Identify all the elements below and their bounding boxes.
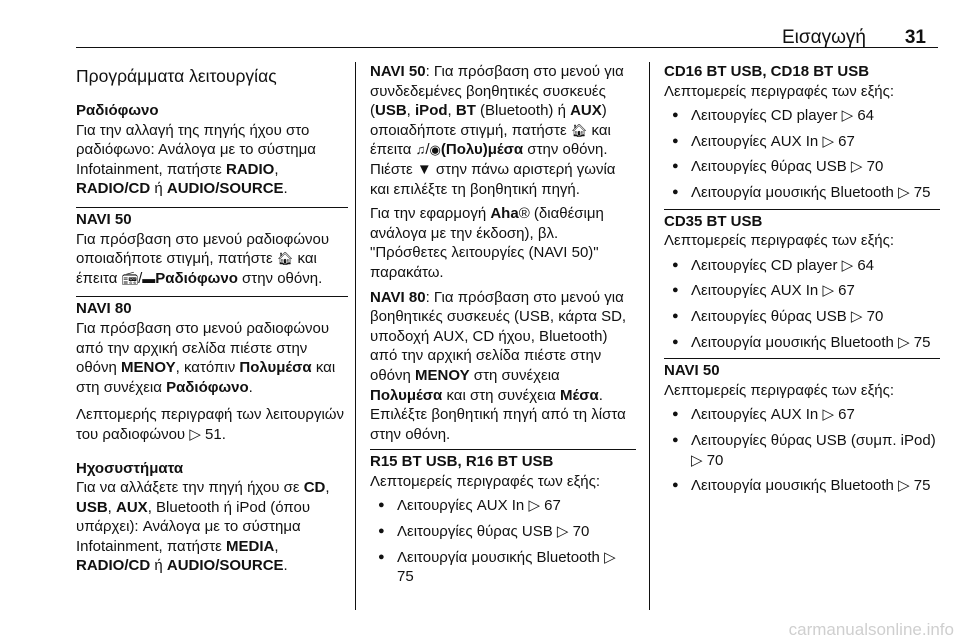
cd35-list: [664, 256, 940, 352]
divider: [664, 209, 940, 210]
page-ref-icon: ▷: [850, 158, 863, 176]
list-item: ● Λειτουργίες CD player ▷ 64: [664, 256, 940, 276]
column-right: [664, 62, 940, 502]
page-ref-icon: ▷: [189, 425, 201, 443]
column-middle: [370, 62, 636, 593]
column-left: [76, 62, 348, 584]
cd16-heading: CD16 BT USB, CD18 BT USB: [664, 63, 870, 80]
r15-intro: Λεπτομερείς περιγραφές των εξής:: [370, 472, 601, 490]
home-icon: 🏠︎: [276, 251, 294, 267]
navi50-list-heading: NAVI 50: [664, 362, 720, 380]
audio-heading: Ηχοσυστήματα: [76, 459, 184, 477]
media-icon: ◉: [429, 142, 441, 158]
page-ref-icon: ▷: [556, 523, 569, 541]
navi80-heading: NAVI 80: [76, 300, 132, 318]
aha-text: Για την εφαρμογή Aha® (διαθέσιμη ανάλογα με την έκδοση), βλ. "Πρόσθετες λειτουργίες (NAVI 50)" παρακάτω.: [370, 205, 604, 281]
page-ref-icon: ▷: [898, 183, 910, 201]
column-divider: [355, 62, 356, 610]
cd35-intro: Λεπτομερείς περιγραφές των εξής:: [664, 232, 895, 250]
divider: [664, 358, 940, 359]
navi80-media-text: NAVI 80: Για πρόσβαση στο μενού για βοηθητικές συσκευές (USB, κάρτα SD, υποδοχή AUX, CD ήχου, Bluetooth) από την αρχική σελίδα πιέστε στην οθόνη ΜΕΝΟΥ στη συνέχεια Πολυμέσα και στη συνέχεια Μέσα. Επιλέξτε βοηθητική πηγή από τη λίστα στην οθόνη.: [370, 288, 627, 443]
list-item: ● Λειτουργίες AUX In ▷ 67: [370, 496, 636, 516]
page-title: Εισαγωγή: [781, 27, 866, 48]
list-item: ● Λειτουργίες AUX In ▷ 67: [664, 281, 940, 301]
r15-list: [370, 496, 636, 586]
divider: [370, 449, 636, 450]
radio-icon: 📻︎: [121, 270, 139, 286]
detail-text: Λεπτομερής περιγραφή των λειτουργιών του ραδιοφώνου ▷ 51.: [76, 406, 345, 443]
navi50-media-text: NAVI 50: Για πρόσβαση στο μενού για συνδεδεμένες βοηθητικές συσκευές (USB, iPod, BT (Bluetooth) ή AUX) οποιαδήποτε στιγμή, πατήστε 🏠︎ και έπειτα ♫/◉(Πολυ)μέσα στην οθόνη. Πιέστε ▼ στην πάνω αριστερή γωνία και επιλέξτε τη βοηθητική πηγή.: [370, 63, 624, 198]
audio-block: [76, 459, 348, 577]
radio-source-icon: ▬: [142, 270, 156, 286]
navi50-list: [664, 405, 940, 495]
music-note-icon: ♫: [415, 142, 426, 158]
page-ref-icon: ▷: [822, 132, 834, 150]
list-item: ● Λειτουργίες θύρας USB ▷ 70: [664, 157, 940, 177]
section-title: Προγράμματα λειτουργίας: [76, 66, 277, 86]
navi50-text: Για πρόσβαση στο μενού ραδιοφώνου οποιαδήποτε στιγμή, πατήστε 🏠︎ και έπειτα 📻︎/▬Ραδιόφωνο στην οθόνη.: [76, 230, 330, 287]
list-item: ● Λειτουργίες AUX In ▷ 67: [664, 405, 940, 425]
list-item: ● Λειτουργία μουσικής Bluetooth ▷ 75: [664, 183, 940, 203]
list-item: ● Λειτουργία μουσικής Bluetooth ▷ 75: [370, 548, 636, 587]
page-ref-icon: ▷: [898, 333, 910, 351]
column-divider: [649, 62, 650, 610]
page-ref-icon: ▷: [691, 451, 703, 469]
page-ref-icon: ▷: [822, 282, 834, 300]
home-icon: 🏠︎: [570, 122, 588, 138]
navi50-heading: NAVI 50: [76, 210, 132, 228]
navi50-block: [76, 210, 348, 288]
page-ref-icon: ▷: [604, 548, 616, 566]
navi50-list-block: [664, 361, 940, 496]
navi80-block: [76, 299, 348, 397]
cd35-block: [664, 212, 940, 353]
page-ref-icon: ▷: [841, 107, 854, 125]
list-item: ● Λειτουργίες CD player ▷ 64: [664, 106, 940, 126]
divider: [76, 296, 348, 297]
cd16-list: [664, 106, 940, 202]
page-ref-icon: ▷: [822, 406, 834, 424]
cd16-block: [664, 62, 940, 203]
navi80-text: Για πρόσβαση στο μενού ραδιοφώνου από την αρχική σελίδα πιέστε στην οθόνη ΜΕΝΟΥ, κατόπιν Πολυμέσα και στη συνέχεια Ραδιόφωνο.: [76, 319, 336, 396]
down-arrow-icon: ▼: [416, 160, 432, 178]
list-item: ● Λειτουργίες θύρας USB ▷ 70: [664, 307, 940, 327]
watermark: carmanualsonline.info: [788, 620, 954, 640]
audio-text: Για να αλλάξετε την πηγή ήχου σε CD, USB, AUX, Bluetooth ή iPod (όπου υπάρχει): Ανάλογα με το σύστημα Infotainment, πατήστε MEDIA, RADIO/CD ή AUDIO/SOURCE.: [76, 479, 330, 575]
r15-block: [370, 452, 636, 587]
page-number: 31: [904, 27, 926, 48]
page-ref-icon: ▷: [841, 256, 854, 274]
r15-heading: R15 BT USB, R16 BT USB: [370, 453, 554, 471]
page-header: [76, 28, 926, 48]
list-item: ● Λειτουργίες θύρας USB (συμπ. iPod) ▷ 70: [664, 431, 940, 470]
radio-block: [76, 101, 348, 199]
header-rule: [76, 47, 938, 48]
divider: [76, 207, 348, 208]
list-item: ● Λειτουργία μουσικής Bluetooth ▷ 75: [664, 476, 940, 496]
page-ref-icon: ▷: [850, 307, 863, 325]
radio-text: Για την αλλαγή της πηγής ήχου στο ραδιόφωνο: Ανάλογα με το σύστημα Infotainment, πατήστε RADIO, RADIO/CD ή AUDIO/SOURCE.: [76, 121, 316, 198]
radio-heading: Ραδιόφωνο: [76, 102, 159, 119]
cd35-heading: CD35 BT USB: [664, 212, 763, 230]
cd16-intro: Λεπτομερείς περιγραφές των εξής:: [664, 82, 895, 100]
list-item: ● Λειτουργίες θύρας USB ▷ 70: [370, 522, 636, 542]
list-item: ● Λειτουργία μουσικής Bluetooth ▷ 75: [664, 333, 940, 353]
list-item: ● Λειτουργίες AUX In ▷ 67: [664, 132, 940, 152]
page-ref-icon: ▷: [898, 477, 910, 495]
navi50-list-intro: Λεπτομερείς περιγραφές των εξής:: [664, 381, 895, 399]
page-ref-icon: ▷: [528, 497, 540, 515]
